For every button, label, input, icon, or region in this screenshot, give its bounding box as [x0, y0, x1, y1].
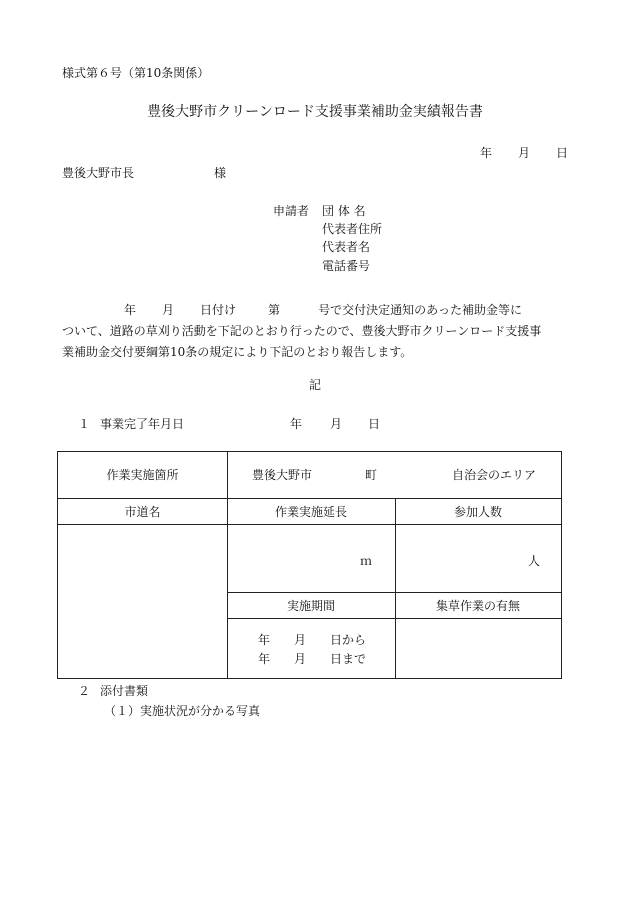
applicant-rep-address-label: 代表者住所 [322, 222, 383, 236]
body-date: 日付け [200, 303, 237, 317]
item2-number: ２ [78, 684, 91, 698]
period-to-year: 年 [258, 652, 271, 666]
addressee-name: 豊後大野市長 [62, 166, 135, 180]
date-month: 月 [518, 146, 531, 160]
location-town: 町 [365, 468, 378, 482]
body-line-1 [62, 300, 582, 321]
date-year: 年 [480, 146, 493, 160]
addressee-honorific: 様 [214, 166, 227, 180]
body-paragraph [62, 300, 582, 363]
length-header: 作業実施延長 [274, 505, 347, 519]
length-unit: ｍ [360, 554, 373, 568]
body-line-2: ついて、道路の草刈り活動を下記のとおり行ったので、豊後大野市クリーンロード支援事 [62, 324, 542, 338]
period-header: 実施期間 [286, 599, 335, 613]
item2-sub-item: （１）実施状況が分かる写真 [104, 704, 261, 718]
body-month: 月 [162, 303, 175, 317]
applicant-rep-name-label: 代表者名 [322, 240, 371, 254]
page-title: 豊後大野市クリーンロード支援事業補助金実績報告書 [147, 104, 483, 120]
applicant-label: 申請者 [273, 204, 310, 218]
table-line [58, 498, 561, 499]
table-line [395, 498, 396, 678]
report-table [57, 451, 562, 679]
road-name-header: 市道名 [124, 505, 161, 519]
form-number: 様式第６号（第10条関係） [62, 66, 210, 80]
item1-number: １ [78, 417, 91, 431]
applicant-phone-label: 電話番号 [322, 259, 371, 273]
item1-month: 月 [330, 417, 343, 431]
body-line-3: 業補助金交付要綱第10条の規定により下記のとおり報告します。 [62, 345, 413, 359]
body-line1-rest: 号で交付決定通知のあった補助金等に [318, 303, 522, 317]
date-day: 日 [556, 146, 569, 160]
participants-header: 参加人数 [453, 505, 502, 519]
item1-year: 年 [290, 417, 303, 431]
period-from-year: 年 [258, 633, 271, 647]
participants-unit: 人 [528, 554, 541, 568]
body-year: 年 [124, 303, 137, 317]
table-line [58, 524, 561, 525]
location-label: 作業実施箇所 [106, 468, 179, 482]
location-city: 豊後大野市 [252, 468, 313, 482]
item2-label: 添付書類 [100, 684, 149, 698]
table-line [227, 618, 561, 619]
item1-day: 日 [368, 417, 381, 431]
mowing-header: 集草作業の有無 [435, 599, 520, 613]
period-to-month: 月 [294, 652, 307, 666]
applicant-group-name-label: 団 体 名 [322, 204, 366, 218]
period-from-day: 日から [330, 633, 367, 647]
period-from-month: 月 [294, 633, 307, 647]
table-line [227, 452, 228, 678]
item1-label: 事業完了年月日 [100, 417, 185, 431]
table-line [227, 592, 561, 593]
ki-heading: 記 [308, 378, 321, 392]
location-area: 自治会のエリア [452, 468, 537, 482]
body-dai: 第 [268, 303, 281, 317]
period-to-day: 日まで [330, 652, 367, 666]
